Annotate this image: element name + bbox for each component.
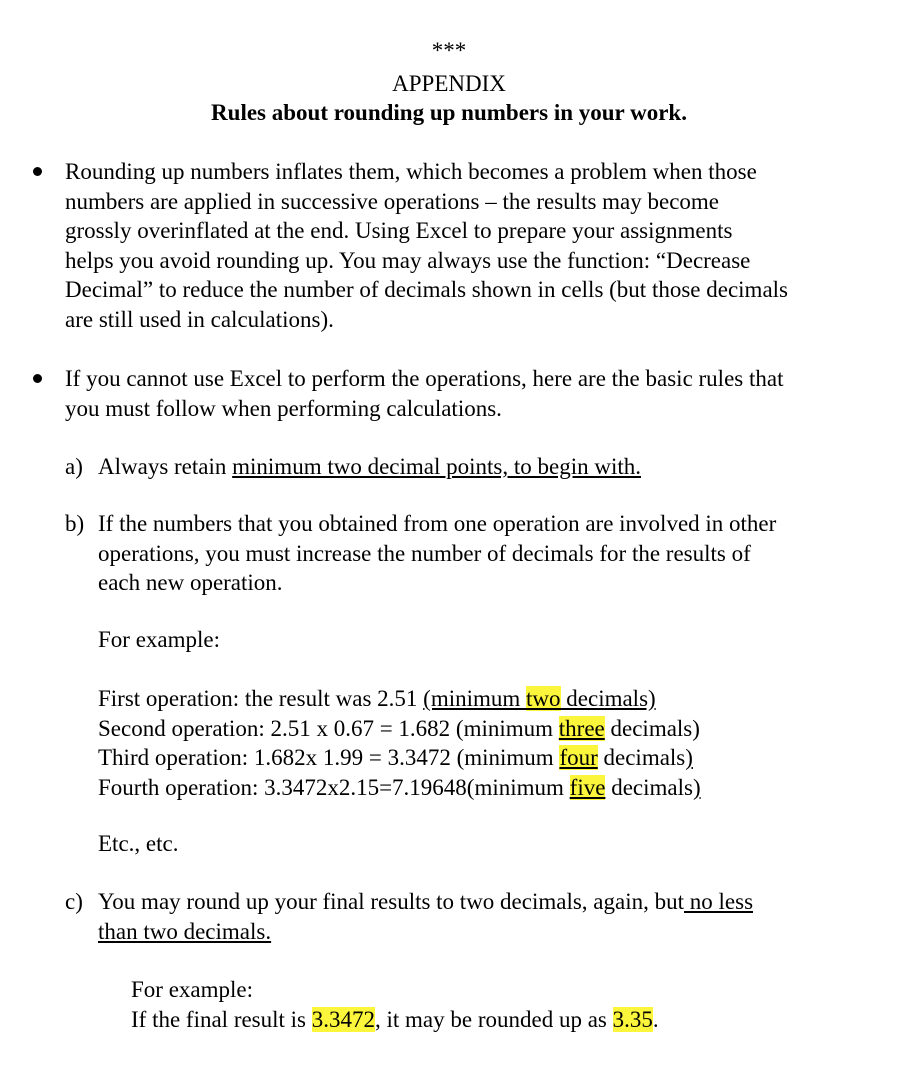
text-line: than two decimals.	[98, 918, 272, 944]
bullet-marker	[33, 167, 42, 176]
rule-b-examples	[98, 684, 701, 802]
example-line-3: Third operation: 1.682x 1.99 = 3.3472 (minimum four decimals)	[98, 745, 693, 770]
text-line: you must follow when performing calculations.	[65, 395, 502, 421]
rule-b-marker: b)	[65, 511, 85, 536]
text-line: each new operation.	[98, 570, 283, 595]
highlight: two	[526, 686, 561, 711]
bullet-paragraph-1	[65, 157, 788, 334]
text-line: If the numbers that you obtained from one operation are involved in other	[98, 511, 777, 536]
rule-a-underlined: minimum two decimal points, to begin with.	[232, 454, 641, 479]
highlight: 3.3472	[311, 1006, 376, 1032]
rule-b-example-label: For example:	[98, 627, 220, 652]
text-line: grossly overinflated at the end. Using Excel to prepare your assignments	[65, 218, 733, 243]
text-line: Decimal” to reduce the number of decimals shown in cells (but those decimals	[65, 277, 788, 302]
text-line: operations, you must increase the number of decimals for the results of	[98, 540, 751, 566]
rule-c-marker: c)	[65, 889, 83, 914]
appendix-heading: APPENDIX	[392, 71, 506, 96]
text-line: helps you avoid rounding up. You may always use the function: “Decrease	[65, 247, 751, 273]
text-line: You may round up your final results to two decimals, again, but no less	[98, 889, 754, 914]
rule-a-marker: a)	[65, 454, 83, 479]
appendix-title: Rules about rounding up numbers in your work.	[211, 100, 687, 125]
text-line: numbers are applied in successive operations – the results may become	[65, 188, 720, 214]
bullet-paragraph-2	[65, 364, 783, 423]
highlight: four	[559, 745, 598, 770]
rule-a-text	[98, 452, 641, 482]
example-line-2: Second operation: 2.51 x 0.67 = 1.682 (minimum three decimals)	[98, 715, 700, 741]
rule-a-plain: Always retain	[98, 454, 233, 479]
rule-b-text	[98, 509, 776, 598]
rule-c-text	[98, 887, 753, 946]
highlight: five	[569, 774, 606, 800]
text-line: If you cannot use Excel to perform the operations, here are the basic rules that	[65, 366, 784, 391]
highlight: 3.35	[612, 1006, 653, 1032]
bullet-marker	[33, 374, 42, 383]
example-line-4: Fourth operation: 3.3472x2.15=7.19648(minimum five decimals)	[98, 774, 701, 800]
text-line: are still used in calculations).	[65, 306, 334, 332]
highlight: three	[558, 715, 605, 741]
rule-c-example-line: If the final result is 3.3472, it may be rounded up as 3.35.	[131, 1006, 659, 1032]
section-stars: ***	[431, 38, 467, 63]
example-line-1: First operation: the result was 2.51 (minimum two decimals)	[98, 686, 656, 711]
rule-c-example-label: For example:	[131, 977, 253, 1002]
text-line: Rounding up numbers inflates them, which becomes a problem when those	[65, 159, 757, 184]
rule-b-etc: Etc., etc.	[98, 831, 179, 856]
rule-c-example	[131, 975, 659, 1034]
